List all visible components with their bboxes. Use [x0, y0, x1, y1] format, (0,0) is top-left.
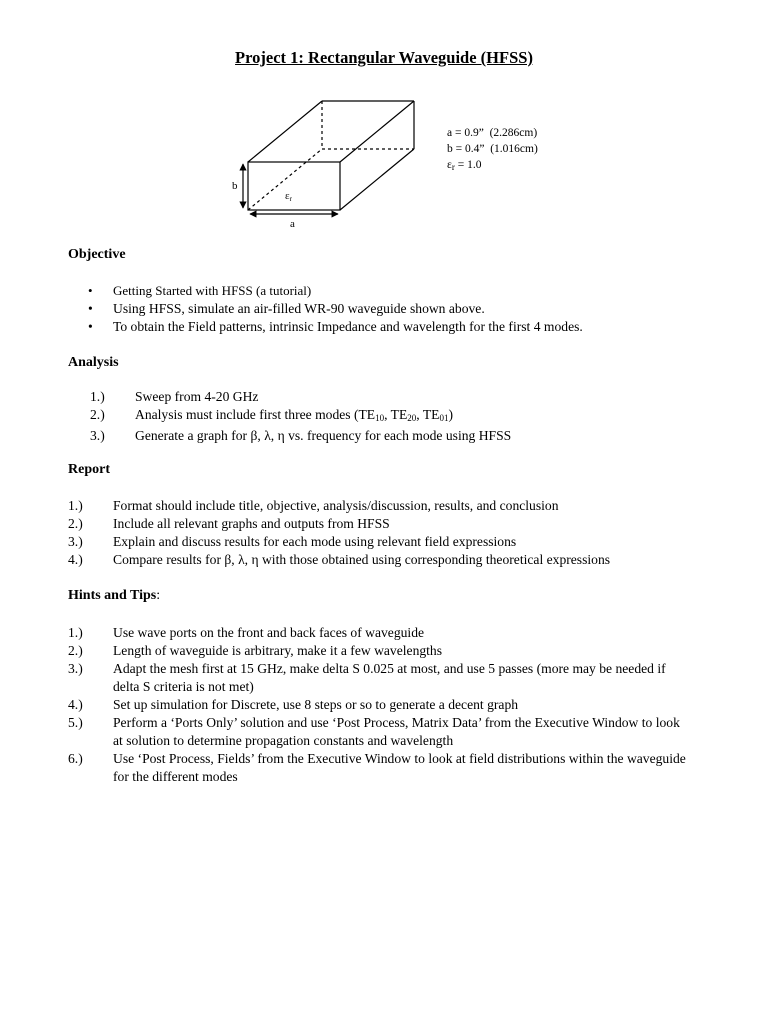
mode-subscript: 01 [439, 413, 449, 423]
item-number: 4.) [68, 552, 83, 567]
item-text: Sweep from 4-20 GHz [135, 389, 259, 404]
hint-item [68, 642, 693, 660]
item-text-mid: , TE [384, 407, 408, 422]
label-a: a [290, 218, 295, 230]
hints-heading-text: Hints and Tips [68, 588, 157, 603]
top-left-edge [248, 101, 322, 162]
hint-item [68, 714, 693, 750]
param-er-sub: r [451, 162, 455, 172]
hints-list [68, 624, 693, 786]
hint-item [68, 696, 693, 714]
mode-subscript: 20 [407, 413, 417, 423]
waveguide-diagram [0, 0, 768, 240]
item-text: Format should include title, objective, analysis/discussion, results, and conclusion [113, 498, 559, 513]
hint-item [68, 624, 693, 642]
hints-heading-colon: : [156, 588, 161, 603]
objective-item: • To obtain the Field patterns, intrinsic Impedance and wavelength for the first 4 modes. [88, 318, 583, 336]
param-a: a = 0.9” (2.286cm) [447, 127, 538, 139]
item-text: Generate a graph for β, λ, η vs. frequency for each mode using HFSS [135, 428, 512, 443]
item-number: 6.) [68, 751, 83, 766]
item-number: 1.) [68, 625, 83, 640]
hint-item [68, 750, 693, 786]
analysis-item [90, 406, 511, 427]
analysis-item [90, 427, 511, 445]
item-number: 1.) [68, 498, 83, 513]
param-er [447, 157, 538, 175]
mode-subscript: 10 [375, 413, 385, 423]
item-text-pre: Analysis must include first three modes (TE [135, 407, 376, 422]
item-number: 3.) [68, 534, 83, 549]
page-title-text: Project 1: Rectangular Waveguide (HFSS) [235, 48, 533, 67]
item-text: Adapt the mesh first at 15 GHz, make delta S 0.025 at most, and use 5 passes (more may be needed if delta S criteria is not met) [113, 661, 666, 694]
analysis-list [90, 388, 511, 445]
item-text: Length of waveguide is arbitrary, make it a few wavelengths [113, 643, 443, 658]
report-item [68, 551, 610, 569]
item-number: 3.) [90, 428, 105, 443]
item-number: 2.) [68, 516, 83, 531]
objective-heading: Objective [68, 247, 126, 262]
hint-item [68, 660, 693, 696]
report-list [68, 497, 610, 569]
item-text: Explain and discuss results for each mode using relevant field expressions [113, 534, 517, 549]
item-text: Include all relevant graphs and outputs from HFSS [113, 516, 390, 531]
report-item [68, 497, 610, 515]
label-epsilon-r [285, 190, 293, 203]
objective-list [88, 282, 583, 336]
label-epsilon-sub: r [289, 195, 292, 203]
objective-item: • Getting Started with HFSS (a tutorial) [88, 282, 583, 300]
bottom-right-edge [340, 149, 414, 210]
item-text-post: ) [448, 407, 453, 422]
front-face [248, 162, 340, 210]
item-number: 3.) [68, 661, 83, 676]
top-right-edge [340, 101, 414, 162]
hints-heading [68, 588, 160, 604]
report-item [68, 533, 610, 551]
item-text: Use ‘Post Process, Fields’ from the Executive Window to look at field distributions within the waveguide for the different modes [113, 751, 686, 784]
item-number: 2.) [90, 407, 105, 422]
label-b: b [232, 180, 238, 192]
item-text: Compare results for β, λ, η with those obtained using corresponding theoretical expressions [113, 552, 611, 567]
waveguide-parameters [447, 125, 538, 175]
item-number: 5.) [68, 715, 83, 730]
item-text: Perform a ‘Ports Only’ solution and use ‘Post Process, Matrix Data’ from the Executive Window to look at solution to determine propagation constants and wavelength [113, 715, 680, 748]
item-text-mid: , TE [416, 407, 440, 422]
objective-item: • Using HFSS, simulate an air-filled WR-90 waveguide shown above. [88, 300, 583, 318]
item-text: Set up simulation for Discrete, use 8 steps or so to generate a decent graph [113, 697, 519, 712]
item-text: Use wave ports on the front and back faces of waveguide [113, 625, 425, 640]
item-number: 1.) [90, 389, 105, 404]
report-item [68, 515, 610, 533]
param-er-value: = 1.0 [454, 159, 482, 171]
param-er-symbol: ε [447, 159, 452, 171]
analysis-item [90, 388, 511, 406]
item-number: 2.) [68, 643, 83, 658]
report-heading: Report [68, 462, 110, 477]
label-epsilon-symbol: ε [285, 190, 290, 202]
item-number: 4.) [68, 697, 83, 712]
param-b: b = 0.4” (1.016cm) [447, 143, 538, 155]
analysis-heading: Analysis [68, 355, 119, 370]
